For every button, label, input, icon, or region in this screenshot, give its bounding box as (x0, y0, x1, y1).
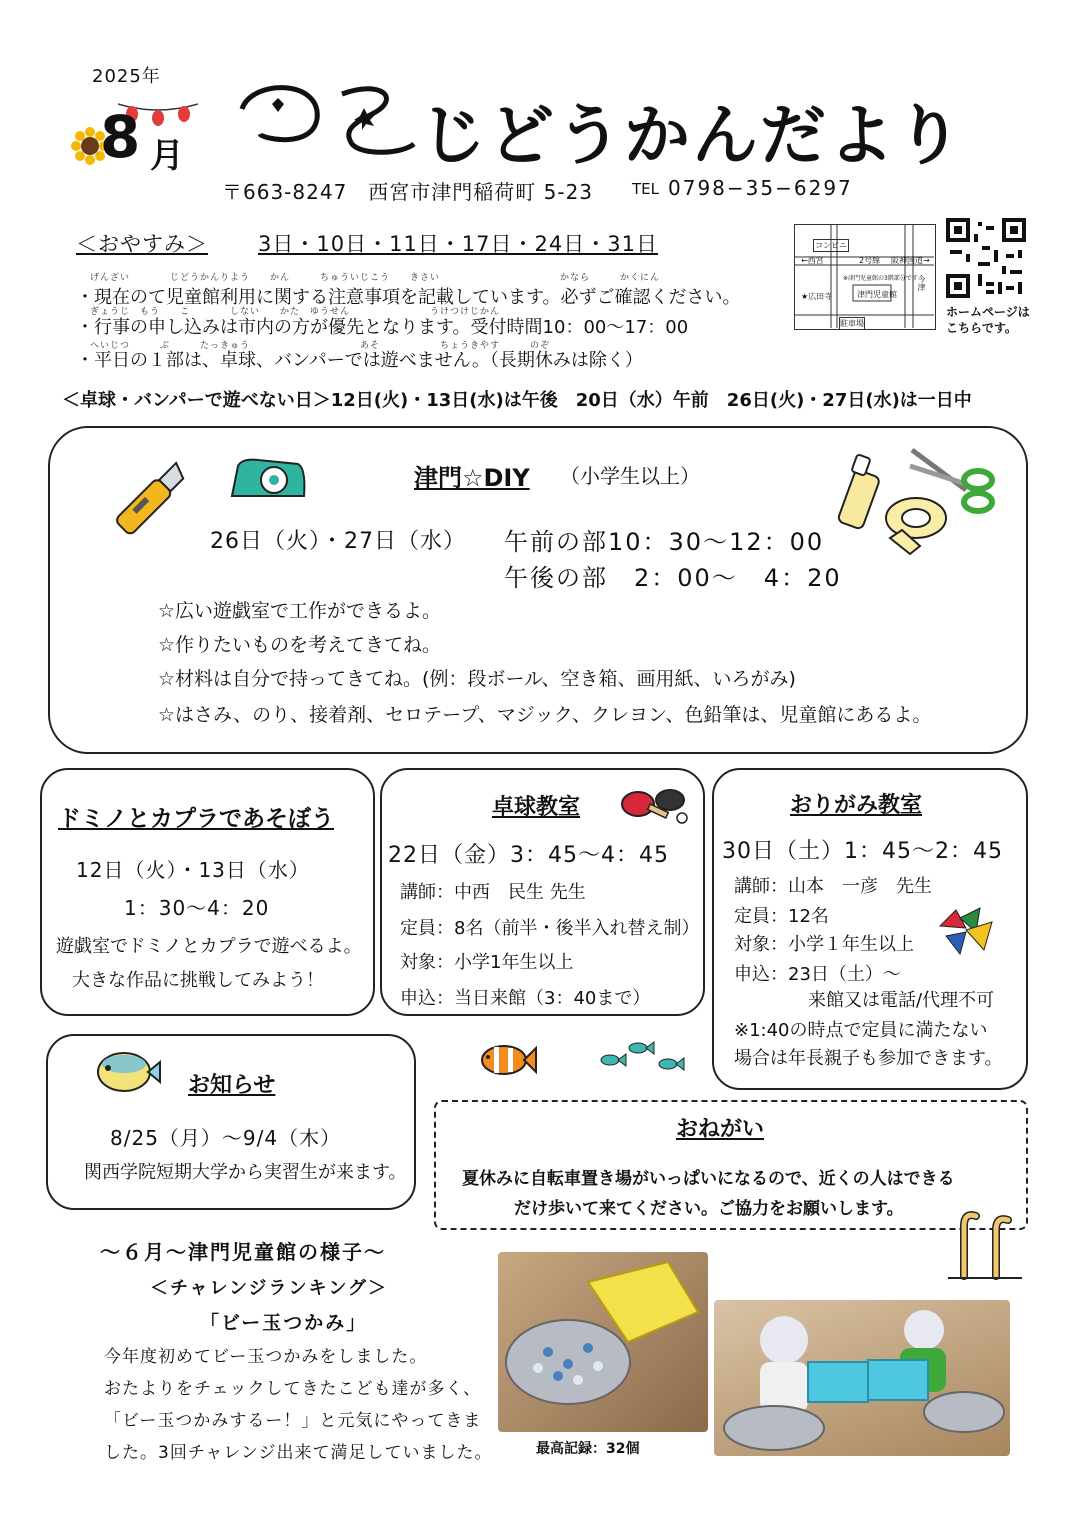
origami-date: 30日（土）1：45〜2：45 (722, 839, 1003, 864)
pingpong-title: 卓球教室 (492, 795, 581, 820)
origami-target: 対象：小学１年生以上 (734, 934, 914, 955)
origami-apply: 申込：23日（土）〜 (734, 964, 901, 985)
marble-game-title: 「ビー玉つかみ」 (200, 1312, 368, 1334)
diy-am-session: 午前の部10：30〜12：00 (504, 528, 825, 556)
pufferfish-icon (88, 1046, 162, 1094)
notice-line-3: ・平日の１部は、卓球、バンパーでは遊べません。（長期休みは除く） (76, 350, 643, 371)
diy-line-1: ☆広い遊戯室で工作ができるよ。 (158, 600, 442, 622)
tsuto-logo (232, 74, 422, 164)
small-fish-icon (598, 1040, 690, 1074)
ruby-text: へいじつ ぶ たっきゅう あそ ちょうきやす のぞ (90, 341, 551, 351)
origami-teacher: 講師：山本 一彦 先生 (734, 876, 932, 897)
issue-year: 2025年 (92, 66, 161, 87)
map-hall: 津門児童館 (857, 290, 897, 299)
month-number: 8 (100, 103, 141, 171)
photo-illustration (714, 1300, 1010, 1456)
diy-line-2: ☆作りたいものを考えてきてね。 (158, 634, 442, 656)
best-record: 最高記録：32個 (536, 1441, 640, 1457)
qr-code-icon[interactable] (946, 218, 1026, 298)
june-line-2: おたよりをチェックしてきたこども達が多く、 (104, 1379, 482, 1399)
challenge-ranking-title: ＜チャレンジランキング＞ (150, 1278, 389, 1299)
tel-label: TEL (632, 180, 659, 198)
pingpong-date: 22日（金）3：45〜4：45 (388, 843, 669, 868)
map-hanshin: 阪神国道→ (891, 256, 930, 265)
domino-line-2: 大きな作品に挑戦してみよう！ (72, 970, 324, 991)
diy-date: 26日（火）・27日（水） (210, 529, 466, 554)
qr-caption: ホームページは こちらです。 (946, 305, 1030, 336)
notice-line-2: ・行事の申し込みは市内の方が優先となります。受付時間10：00〜17：00 (76, 317, 689, 338)
map-sign: ※津門児童館の3階部分です (843, 275, 918, 282)
pingpong-apply: 申込：当日来館（3：40まで） (400, 988, 651, 1009)
pingpong-teacher: 講師：中西 民生 先生 (400, 882, 586, 903)
closed-dates: 3日・10日・11日・17日・24日・31日 (258, 232, 658, 256)
diy-title: 津門☆DIY (414, 464, 530, 492)
map-west: ←西宮 (801, 256, 824, 265)
diy-pm-session: 午後の部 2：00〜 4：20 (504, 564, 842, 592)
origami-title: おりがみ教室 (790, 793, 923, 818)
garden-eel-icon (946, 1206, 1024, 1280)
origami-capacity: 定員：12名 (734, 906, 829, 927)
children-playing-photo (714, 1300, 1010, 1456)
address: 〒663-8247 西宮市津門稲荷町 5-23 (222, 180, 594, 204)
ruby-text: ぎょうじ もう こ しない かた ゆうせん うけつけじかん (90, 307, 501, 317)
month-label: 月 (150, 136, 184, 176)
june-report-title: 〜６月〜津門児童館の様子〜 (100, 1240, 386, 1264)
domino-time: 1：30〜4：20 (124, 896, 270, 920)
pingpong-paddle-icon (618, 786, 690, 826)
cutter-knife-icon (100, 454, 200, 544)
request-line-1: 夏休みに自転車置き場がいっぱいになるので、近くの人はできる (462, 1169, 955, 1189)
june-line-4: した。3回チャレンジ出来て満足していました。 (104, 1443, 493, 1463)
diy-target: （小学生以上） (560, 464, 700, 488)
closed-label: ＜おやすみ＞ (76, 232, 208, 256)
notice-title: お知らせ (188, 1073, 276, 1098)
no-play-days: ＜卓球・バンパーで遊べない日＞12日(火)・13日(水)は午後 20日（水）午前 26日(火)・27日(水)は一日中 (62, 390, 972, 411)
origami-crane-icon (936, 906, 1000, 956)
tape-dispenser-icon (228, 456, 308, 502)
glue-bottle-icon (836, 452, 886, 532)
map-route: 2号線 (859, 256, 881, 265)
pingpong-target: 対象：小学1年生以上 (400, 952, 574, 973)
origami-apply-method: 来館又は電話/代理不可 (808, 990, 995, 1011)
june-line-3: 「ビー玉つかみするー！」と元気にやってきま (104, 1411, 482, 1431)
newsletter-title: じどうかんだより (420, 97, 964, 174)
ruby-text: げんざい じどうかんりよう かん ちゅういじこう きさい かなら かくにん (90, 273, 661, 283)
map-east: 今津 (917, 275, 926, 291)
map-convenience: コンビニ (815, 241, 847, 250)
request-title: おねがい (676, 1117, 765, 1142)
access-map (794, 224, 936, 330)
notice-text: 関西学院短期大学から実習生が来ます。 (84, 1162, 407, 1183)
pingpong-capacity: 定員：8名（前半・後半入れ替え制） (400, 918, 700, 939)
domino-title: ドミノとカプラであそぼう (58, 806, 334, 832)
closed-days (76, 228, 658, 258)
domino-date: 12日（火）・13日（水） (76, 858, 310, 882)
diy-line-3: ☆材料は自分で持ってきてね。(例：段ボール、空き箱、画用紙、いろがみ) (158, 668, 796, 690)
map-temple: ★広田寺 (801, 292, 833, 301)
scissors-icon (904, 440, 1004, 520)
diy-line-4: ☆はさみ、のり、接着剤、セロテープ、マジック、クレヨン、色鉛筆は、児童館にあるよ。 (158, 704, 932, 726)
map-lot: 駐車場 (840, 319, 864, 328)
june-line-1: 今年度初めてビー玉つかみをしました。 (104, 1347, 428, 1367)
origami-note-2: 場合は年長親子も参加できます。 (734, 1048, 1003, 1069)
notice-date: 8/25（月）〜9/4（木） (110, 1126, 342, 1150)
request-line-2: だけ歩いて来てください。ご協力をお願いします。 (514, 1199, 904, 1219)
phone-number: 0798−35−6297 (668, 176, 853, 200)
domino-line-1: 遊戯室でドミノとカプラで遊べるよ。 (56, 936, 362, 957)
photo-illustration (498, 1252, 708, 1432)
clownfish-icon (478, 1040, 538, 1080)
origami-note-1: ※1:40の時点で定員に満たない (734, 1020, 988, 1041)
marble-game-photo (498, 1252, 708, 1432)
notice-line-1: ・現在のて児童館利用に関する注意事項を記載しています。必ずご確認ください。 (76, 287, 741, 308)
